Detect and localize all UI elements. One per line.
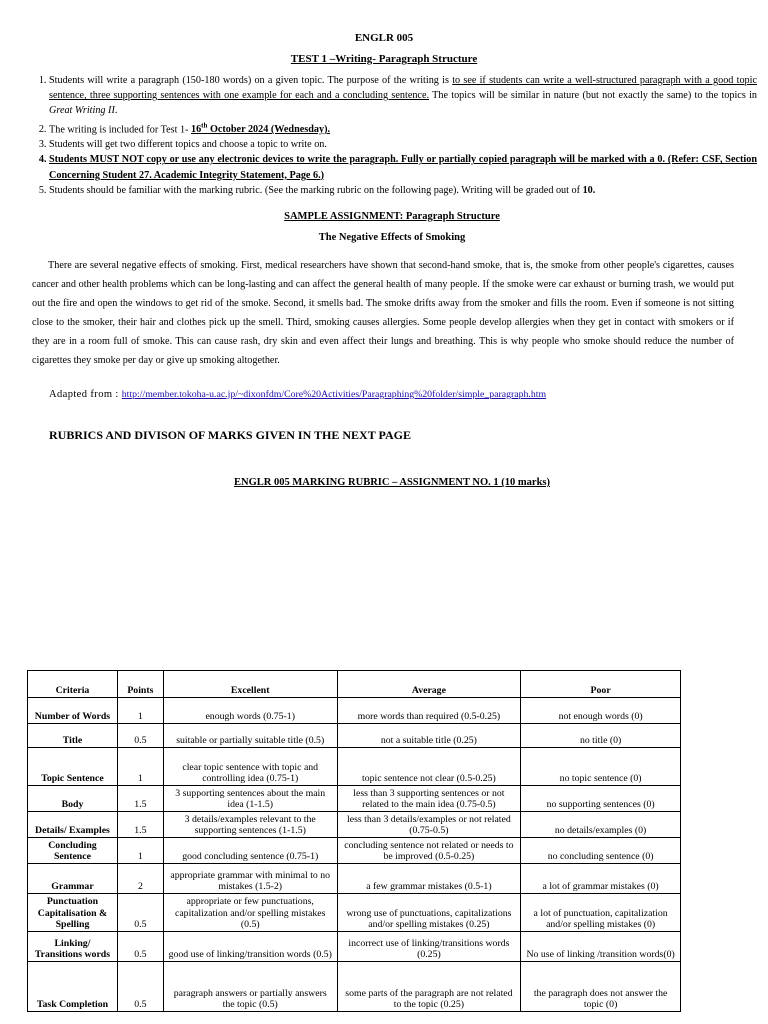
- poor-cell: no title (0): [521, 724, 681, 748]
- poor-cell: a lot of punctuation, capitalization and/or spelling mistakes (0): [521, 894, 681, 932]
- rubric-row: [28, 724, 681, 748]
- adapted-from: [49, 389, 546, 400]
- test-date-suffix: th: [201, 121, 208, 130]
- poor-cell: the paragraph does not answer the topic (0): [521, 962, 681, 1012]
- instruction-item-5: [49, 183, 757, 198]
- points-cell: 2: [117, 864, 163, 894]
- poor-cell: no supporting sentences (0): [521, 786, 681, 812]
- excellent-cell: good concluding sentence (0.75-1): [163, 838, 337, 864]
- criteria-cell: Grammar: [28, 864, 118, 894]
- criteria-cell: Number of Words: [28, 698, 118, 724]
- poor-cell: No use of linking /transition words(0): [521, 932, 681, 962]
- rubric-title: ENGLR 005 MARKING RUBRIC – ASSIGNMENT NO. 1 (10 marks): [234, 477, 550, 488]
- header-points: Points: [117, 671, 163, 698]
- sample-paragraph: There are several negative effects of smoking. First, medical researchers have shown that second-hand smoke, that is, the smoke from other people's cigarettes, causes cancer and other health problems which can be long-lasting and can affect the general health of many people. If the smoke were car exhaust or burning trash, we would put out the fire and open the windows to get rid of the smoke. Second, it smells bad. The smoke drifts away from the smoker and fills the room. Even if someone is not sitting close to the smoker, their hair and clothes pick up the smell. Third, smoking causes allergies. Some people develop allergies when they get in contact with smokers or if they are in a room full of smoke. This can cause rash, dry skin and even affect their lungs and breathing. This is why people who smoke should reduce the number of cigarettes they smoke per day or give up smoking altogether.: [32, 260, 734, 366]
- rubric-row: [28, 962, 681, 1012]
- essay-title: The Negative Effects of Smoking: [318, 232, 466, 243]
- test-date-rest: October 2024 (Wednesday).: [207, 124, 331, 135]
- excellent-cell: appropriate grammar with minimal to no mistakes (1.5-2): [163, 864, 337, 894]
- instructions-list: [28, 73, 757, 198]
- points-cell: 0.5: [117, 894, 163, 932]
- instruction-1-end: .: [114, 105, 118, 117]
- average-cell: concluding sentence not related or needs to be improved (0.5-0.25): [337, 838, 521, 864]
- course-code: ENGLR 005: [354, 32, 414, 44]
- rubrics-note: RUBRICS AND DIVISON OF MARKS GIVEN IN THE NEXT PAGE: [49, 428, 411, 442]
- criteria-cell: Task Completion: [28, 962, 118, 1012]
- average-cell: incorrect use of linking/transitions words (0.25): [337, 932, 521, 962]
- rubric-row: [28, 786, 681, 812]
- criteria-cell: Concluding Sentence: [28, 838, 118, 864]
- average-cell: wrong use of punctuations, capitalizations and/or spelling mistakes (0.25): [337, 894, 521, 932]
- excellent-cell: suitable or partially suitable title (0.5): [163, 724, 337, 748]
- poor-cell: no details/examples (0): [521, 812, 681, 838]
- sample-assignment-heading: SAMPLE ASSIGNMENT: Paragraph Structure: [284, 211, 500, 222]
- rubric-row: [28, 838, 681, 864]
- average-cell: topic sentence not clear (0.5-0.25): [337, 748, 521, 786]
- poor-cell: no concluding sentence (0): [521, 838, 681, 864]
- rubric-header-row: [28, 671, 681, 698]
- excellent-cell: good use of linking/transition words (0.5): [163, 932, 337, 962]
- excellent-cell: clear topic sentence with topic and controlling idea (0.75-1): [163, 748, 337, 786]
- criteria-cell: Punctuation Capitalisation & Spelling: [28, 894, 118, 932]
- poor-cell: not enough words (0): [521, 698, 681, 724]
- instruction-item-4: 4. Students MUST NOT copy or use any electronic devices to write the paragraph. Fully or partially copied paragraph will be marked with a 0. (Refer: CSF, Section Concerning Student 27. Academic Integrity Statement, Page 6.): [49, 152, 757, 182]
- points-cell: 1: [117, 838, 163, 864]
- rubric-row: [28, 864, 681, 894]
- criteria-cell: Title: [28, 724, 118, 748]
- points-cell: 0.5: [117, 962, 163, 1012]
- marking-rubric-table: [27, 670, 681, 1012]
- instruction-1-text: Students will write a paragraph (150-180 words) on a given topic. The purpose of the writing is: [49, 75, 453, 86]
- criteria-cell: Details/ Examples: [28, 812, 118, 838]
- header-excellent: Excellent: [163, 671, 337, 698]
- rubric-row: [28, 932, 681, 962]
- rubric-row: [28, 748, 681, 786]
- instruction-item-3: 3. Students will get two different topics and choose a topic to write on.: [49, 137, 757, 152]
- points-cell: 0.5: [117, 724, 163, 748]
- instruction-1-purpose: to see if students can write a well-structured paragraph with a good topic sentence, three supporting sentences with one example for each and a concluding sentence.: [49, 75, 757, 102]
- points-cell: 1: [117, 698, 163, 724]
- excellent-cell: 3 supporting sentences about the main idea (1-1.5): [163, 786, 337, 812]
- criteria-cell: Linking/ Transitions words: [28, 932, 118, 962]
- average-cell: less than 3 details/examples or not related (0.75-0.5): [337, 812, 521, 838]
- average-cell: less than 3 supporting sentences or not related to the main idea (0.75-0.5): [337, 786, 521, 812]
- average-cell: a few grammar mistakes (0.5-1): [337, 864, 521, 894]
- header-average: Average: [337, 671, 521, 698]
- points-cell: 1.5: [117, 812, 163, 838]
- poor-cell: no topic sentence (0): [521, 748, 681, 786]
- instruction-item-1: [49, 73, 757, 119]
- criteria-cell: Topic Sentence: [28, 748, 118, 786]
- excellent-cell: paragraph answers or partially answers the topic (0.5): [163, 962, 337, 1012]
- adapted-from-label: Adapted from :: [49, 389, 122, 400]
- rubric-row: [28, 698, 681, 724]
- average-cell: not a suitable title (0.25): [337, 724, 521, 748]
- header-criteria: Criteria: [28, 671, 118, 698]
- test-date-day: 16: [190, 124, 202, 135]
- instruction-item-2: [49, 119, 757, 138]
- instruction-1-text-b: The topics will be similar in nature (but not exactly the same) to the topics in: [429, 90, 757, 102]
- excellent-cell: enough words (0.75-1): [163, 698, 337, 724]
- criteria-cell: Body: [28, 786, 118, 812]
- excellent-cell: 3 details/examples relevant to the supporting sentences (1-1.5): [163, 812, 337, 838]
- excellent-cell: appropriate or few punctuations, capitalization and/or spelling mistakes (0.5): [163, 894, 337, 932]
- header-poor: Poor: [521, 671, 681, 698]
- points-cell: 1.5: [117, 786, 163, 812]
- source-link[interactable]: http://member.tokoha-u.ac.jp/~dixonfdm/Core%20Activities/Paragraphing%20folder/simple_paragraph.htm: [121, 389, 547, 400]
- rubric-row: [28, 894, 681, 932]
- points-cell: 0.5: [117, 932, 163, 962]
- average-cell: some parts of the paragraph are not related to the topic (0.25): [337, 962, 521, 1012]
- average-cell: more words than required (0.5-0.25): [337, 698, 521, 724]
- total-marks: 10.: [582, 184, 596, 196]
- points-cell: 1: [117, 748, 163, 786]
- poor-cell: a lot of grammar mistakes (0): [521, 864, 681, 894]
- test-title: TEST 1 –Writing- Paragraph Structure: [290, 53, 478, 65]
- rubric-row: [28, 812, 681, 838]
- instruction-1-book: Great Writing II: [49, 105, 115, 117]
- instruction-2-text: The writing is included for Test 1-: [49, 124, 191, 135]
- instruction-5-text: Students should be familiar with the marking rubric. (See the marking rubric on the following page). Writing will be graded out of: [49, 184, 583, 196]
